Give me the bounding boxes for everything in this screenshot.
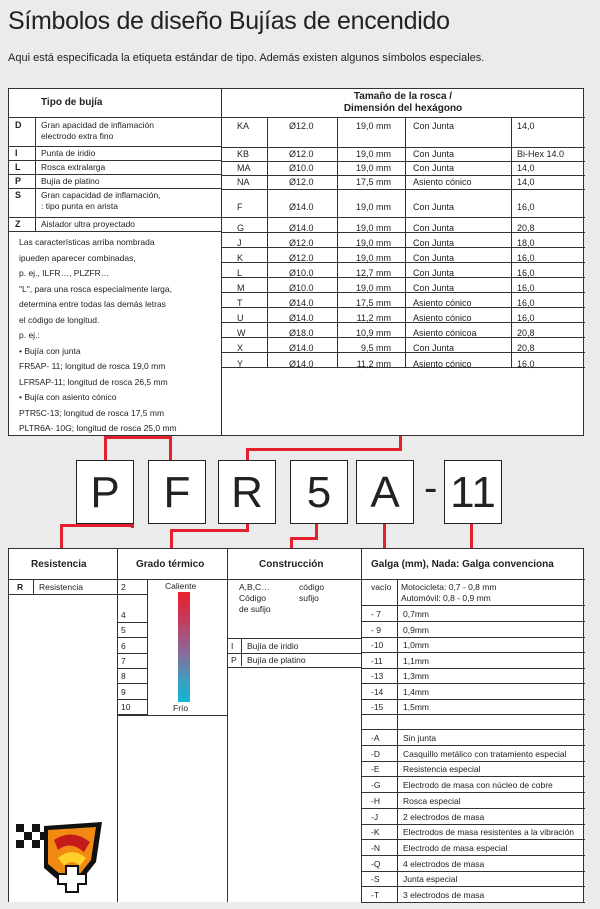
- thread-code: U: [237, 313, 244, 323]
- special-desc: Rosca especial: [403, 795, 461, 806]
- hex-size: 14,0: [517, 163, 535, 173]
- connector-line: [246, 524, 249, 532]
- gap-code: -14: [371, 686, 384, 697]
- special-desc: Junta especial: [403, 874, 458, 885]
- special-desc: 3 electrodos de masa: [403, 890, 485, 900]
- thread-header: [221, 91, 585, 115]
- code-letter-box: A: [356, 460, 414, 524]
- row-divider: [117, 715, 227, 716]
- page-subtitle: Aqui está especificada la etiqueta estándar de tipo. Además existen algunos símbolos especiales.: [8, 52, 485, 64]
- thread-length: 19,0 mm: [355, 223, 391, 233]
- connector-line: [60, 524, 134, 527]
- row-divider: [221, 292, 585, 293]
- type-code: P: [15, 176, 22, 186]
- note-line: "L", para una rosca especialmente larga,: [19, 283, 172, 294]
- gap-auto: Automóvil: 0,8 - 0,9 mm: [401, 593, 491, 603]
- hex-size: 16,0: [517, 268, 535, 278]
- row-divider: [117, 594, 147, 595]
- thread-diameter: Ø14.0: [289, 298, 314, 308]
- special-desc: Electrodo de masa especial: [403, 842, 508, 853]
- thread-code: W: [237, 328, 246, 338]
- row-divider: [9, 174, 221, 175]
- note-line: ipueden aparecer combinadas,: [19, 252, 136, 263]
- special-code: -S: [371, 874, 380, 885]
- hex-size: 20,8: [517, 223, 535, 233]
- connector-line: [470, 524, 473, 548]
- special-desc: Electrodos de masa resistentes a la vibración: [403, 827, 575, 838]
- gap-code: -15: [371, 702, 384, 712]
- row-divider: [227, 667, 361, 668]
- column-divider: [397, 579, 398, 903]
- column-divider: [147, 579, 148, 715]
- heat-value: 7: [121, 656, 126, 666]
- type-code: L: [15, 162, 21, 172]
- seat-type: Asiento cónico: [413, 177, 472, 187]
- seat-type: Con Junta: [413, 223, 455, 233]
- construction-code-label: código: [299, 582, 325, 592]
- thread-length: 10,9 mm: [355, 328, 391, 338]
- gap-code: -10: [371, 640, 384, 650]
- construction-desc: Bujía de iridio: [247, 641, 299, 651]
- gap-code: -11: [371, 655, 383, 666]
- row-divider: [221, 337, 585, 338]
- connector-line: [170, 529, 248, 532]
- row-divider: [227, 653, 361, 654]
- construction-header: Construcción: [259, 559, 324, 570]
- row-divider: [361, 605, 585, 606]
- type-desc: electrodo extra fino: [41, 131, 114, 141]
- row-divider: [221, 367, 585, 368]
- special-desc: 2 electrodos de masa: [403, 811, 485, 822]
- row-divider: [361, 886, 585, 887]
- seat-type: Con Junta: [413, 149, 455, 159]
- thread-diameter: Ø14.0: [289, 202, 314, 212]
- row-divider: [117, 699, 147, 700]
- seat-type: Con Junta: [413, 238, 455, 248]
- connector-line: [246, 448, 402, 451]
- thread-header-line1: Tamaño de la rosca /: [353, 91, 453, 102]
- thread-length: 19,0 mm: [355, 238, 391, 248]
- connector-line: [104, 436, 107, 460]
- connector-line: [169, 436, 172, 460]
- column-divider: [35, 117, 36, 231]
- row-divider: [9, 117, 585, 118]
- row-divider: [361, 621, 585, 622]
- special-code: -E: [371, 764, 380, 775]
- thread-code: NA: [237, 177, 250, 187]
- note-line: • Bujía con junta: [19, 345, 81, 356]
- column-divider: [117, 549, 118, 902]
- seat-type: Con Junta: [413, 202, 455, 212]
- special-code: -D: [371, 748, 380, 759]
- row-divider: [221, 262, 585, 263]
- thread-diameter: Ø14.0: [289, 343, 314, 353]
- row-divider: [221, 277, 585, 278]
- thread-code: J: [237, 238, 242, 248]
- row-divider: [117, 653, 147, 654]
- connector-line: [60, 524, 63, 548]
- special-code: -N: [371, 842, 380, 853]
- thread-diameter: Ø10.0: [289, 163, 314, 173]
- row-divider: [9, 146, 221, 147]
- column-divider: [241, 638, 242, 666]
- connector-line: [383, 524, 386, 548]
- thread-length: 19,0 mm: [355, 163, 391, 173]
- row-divider: [361, 871, 585, 872]
- thread-code: L: [237, 268, 243, 278]
- gap-value: 1,3mm: [403, 671, 429, 681]
- row-divider: [221, 232, 585, 233]
- thread-diameter: Ø14.0: [289, 359, 314, 369]
- column-divider: [267, 117, 268, 367]
- gap-value: 0,7mm: [403, 609, 429, 619]
- type-code: I: [15, 148, 18, 158]
- column-divider: [361, 549, 362, 902]
- row-divider: [361, 652, 585, 653]
- thread-code: K: [237, 253, 244, 263]
- resistance-header: Resistencia: [31, 559, 87, 570]
- row-divider: [9, 594, 117, 595]
- column-divider: [227, 549, 228, 902]
- note-line: Las características arriba nombrada: [19, 237, 155, 247]
- type-desc: Gran apacidad de inflamación: [41, 120, 154, 130]
- column-divider: [33, 579, 34, 594]
- hex-size: 18,0: [517, 238, 535, 248]
- flag-shield-logo-icon: [14, 818, 104, 896]
- special-code: -H: [371, 795, 380, 806]
- resistance-code: R: [17, 582, 24, 592]
- row-divider: [361, 792, 585, 793]
- connector-line: [104, 436, 172, 439]
- row-divider: [361, 761, 585, 762]
- seat-type: Asiento cónico: [413, 359, 472, 369]
- type-header: Tipo de bujía: [41, 97, 103, 108]
- thread-length: 19,0 mm: [355, 253, 391, 263]
- type-desc: Bujía de platino: [41, 176, 100, 186]
- construction-suffix-label: sufijo: [299, 593, 319, 603]
- construction-desc: Bujía de platino: [247, 655, 306, 665]
- hex-size: 14,0: [517, 177, 535, 187]
- hex-size: 16,0: [517, 202, 535, 212]
- thread-length: 9,5 mm: [360, 343, 391, 353]
- hot-label: Caliente: [165, 581, 197, 591]
- special-desc: Electrodo de masa con núcleo de cobre: [403, 780, 553, 791]
- heat-value: 10: [121, 702, 131, 712]
- spark-plug-type-table: [8, 88, 584, 436]
- thread-code: X: [237, 343, 244, 353]
- special-code: -K: [371, 827, 380, 838]
- hex-size: 16,0: [517, 359, 535, 369]
- type-desc: : tipo punta en arista: [41, 201, 119, 211]
- construction-abc: A,B,C…: [239, 582, 270, 592]
- thread-code: G: [237, 223, 245, 233]
- thread-diameter: Ø14.0: [289, 223, 314, 233]
- row-divider: [117, 637, 147, 638]
- hex-size: Bi-Hex 14.0: [517, 149, 565, 159]
- thread-code: MA: [237, 163, 251, 173]
- row-divider: [361, 776, 585, 777]
- heat-range-header: Grado térmico: [136, 559, 205, 570]
- row-divider: [117, 668, 147, 669]
- special-code: -A: [371, 733, 380, 743]
- construction-suffix-label: de sufijo: [239, 604, 271, 614]
- row-divider: [361, 668, 585, 669]
- row-divider: [361, 902, 585, 903]
- special-desc: Sin junta: [403, 733, 437, 743]
- page-title: Símbolos de diseño Bujías de encendido: [8, 7, 450, 35]
- special-desc: 4 electrodos de masa: [403, 858, 485, 869]
- seat-type: Con Junta: [413, 253, 455, 263]
- construction-code-label: Código: [239, 593, 266, 603]
- special-desc: Resistencia especial: [403, 764, 481, 775]
- thread-diameter: Ø12.0: [289, 149, 314, 159]
- construction-code: I: [231, 641, 234, 651]
- connector-line: [131, 524, 134, 528]
- note-line: PTR5C-13; longitud de rosca 17,5 mm: [19, 407, 165, 418]
- column-divider: [405, 117, 406, 367]
- hex-size: 20,8: [517, 328, 535, 338]
- thread-diameter: Ø12.0: [289, 253, 314, 263]
- hex-size: 16,0: [517, 313, 535, 323]
- heat-value: 8: [121, 671, 126, 681]
- type-desc: Rosca extralarga: [41, 162, 106, 172]
- thread-length: 17,5 mm: [355, 177, 391, 187]
- row-divider: [361, 729, 585, 730]
- thread-length: 17,5 mm: [355, 298, 391, 308]
- thread-code: M: [237, 283, 245, 293]
- heat-gradient-bar: [178, 592, 190, 702]
- thread-code: F: [237, 202, 243, 212]
- row-divider: [361, 839, 585, 840]
- thread-code: KA: [237, 121, 250, 131]
- heat-value: 9: [121, 687, 126, 697]
- row-divider: [221, 217, 585, 218]
- note-line: el código de longitud.: [19, 314, 100, 325]
- row-divider: [221, 161, 585, 162]
- hex-size: 20,8: [517, 343, 535, 353]
- row-divider: [221, 352, 585, 353]
- row-divider: [361, 637, 585, 638]
- special-code: -Q: [371, 858, 381, 869]
- construction-code: P: [231, 655, 237, 665]
- row-divider: [361, 714, 585, 715]
- row-divider: [221, 175, 585, 176]
- thread-length: 11,2 mm: [356, 313, 391, 323]
- gap-code: -13: [371, 671, 384, 681]
- type-code: D: [15, 120, 22, 130]
- thread-length: 19,0 mm: [355, 149, 391, 159]
- note-line: LFR5AP-11; longitud de rosca 26,5 mm: [19, 376, 168, 387]
- thread-length: 12,7 mm: [355, 268, 391, 278]
- thread-diameter: Ø10.0: [289, 268, 314, 278]
- row-divider: [9, 160, 221, 161]
- hex-size: 16,0: [517, 298, 535, 308]
- heat-value: 5: [121, 625, 126, 635]
- column-divider: [511, 117, 512, 367]
- thread-diameter: Ø18.0: [289, 328, 314, 338]
- type-code: Z: [15, 219, 21, 229]
- row-divider: [221, 247, 585, 248]
- thread-length: 11,2 mm: [356, 359, 391, 369]
- connector-line: [290, 537, 318, 540]
- gap-value: 1,5mm: [403, 702, 429, 712]
- code-dash: -: [424, 466, 438, 510]
- row-divider: [361, 699, 585, 700]
- type-desc: Punta de iridio: [41, 148, 96, 158]
- thread-code: KB: [237, 149, 250, 159]
- seat-type: Asiento cónicoa: [413, 328, 477, 338]
- gap-header: Galga (mm), Nada: Galga convenciona: [371, 559, 554, 570]
- thread-length: 19,0 mm: [355, 202, 391, 212]
- gap-code: vacío: [371, 582, 392, 592]
- gap-value: 1,0mm: [403, 640, 429, 650]
- heat-value: 4: [121, 610, 126, 620]
- note-line: determina entre todas las demás letras: [19, 299, 166, 309]
- row-divider: [221, 147, 585, 148]
- gap-code: - 7: [371, 609, 381, 619]
- row-divider: [9, 188, 221, 189]
- special-desc: Casquillo metálico con tratamiento especial: [403, 748, 567, 759]
- seat-type: Con Junta: [413, 268, 455, 278]
- code-letter-box: 5: [290, 460, 348, 524]
- row-divider: [9, 231, 221, 232]
- row-divider: [227, 638, 361, 639]
- row-divider: [361, 745, 585, 746]
- seat-type: Con Junta: [413, 163, 455, 173]
- thread-header-line2: Dimensión del hexágono: [343, 103, 463, 114]
- thread-code: T: [237, 298, 243, 308]
- thread-length: 19,0 mm: [355, 283, 391, 293]
- code-letter-box: P: [76, 460, 134, 524]
- row-divider: [117, 622, 147, 623]
- type-desc: Aislador ultra proyectado: [41, 219, 136, 229]
- row-divider: [361, 683, 585, 684]
- code-letter-box: F: [148, 460, 206, 524]
- note-line: FR5AP- 11; longitud de rosca 19,0 mm: [19, 361, 166, 371]
- row-divider: [117, 683, 147, 684]
- column-divider: [337, 117, 338, 367]
- seat-type: Con Junta: [413, 283, 455, 293]
- row-divider: [221, 189, 585, 190]
- thread-diameter: Ø12.0: [289, 177, 314, 187]
- gap-moto: Motocicleta: 0,7 - 0,8 mm: [401, 582, 497, 592]
- note-line: p. ej., ILFR…, PLZFR…: [19, 268, 110, 278]
- hex-size: 14,0: [517, 121, 535, 131]
- resistance-desc: Resistencia: [39, 582, 83, 592]
- thread-diameter: Ø10.0: [289, 283, 314, 293]
- gap-code: - 9: [371, 624, 381, 635]
- thread-diameter: Ø12.0: [289, 238, 314, 248]
- gap-value: 0,9mm: [403, 624, 429, 635]
- hex-size: 16,0: [517, 253, 535, 263]
- special-code: -J: [371, 811, 379, 822]
- thread-diameter: Ø12.0: [289, 121, 314, 131]
- connector-line: [315, 524, 318, 540]
- row-divider: [361, 855, 585, 856]
- heat-value: 2: [121, 582, 126, 592]
- gap-value: 1,1mm: [403, 655, 429, 666]
- code-letter-box: R: [218, 460, 276, 524]
- connector-line: [246, 448, 249, 460]
- seat-type: Asiento cónico: [413, 313, 472, 323]
- thread-diameter: Ø14.0: [289, 313, 314, 323]
- row-divider: [9, 217, 221, 218]
- row-divider: [221, 307, 585, 308]
- heat-value: 6: [121, 641, 126, 651]
- row-divider: [221, 322, 585, 323]
- gap-value: 1,4mm: [403, 686, 429, 697]
- row-divider: [361, 808, 585, 809]
- thread-code: Y: [237, 359, 244, 369]
- row-divider: [361, 824, 585, 825]
- hex-size: 16,0: [517, 283, 535, 293]
- type-code: S: [15, 190, 22, 200]
- seat-type: Con Junta: [413, 121, 455, 131]
- seat-type: Asiento cónico: [413, 298, 472, 308]
- seat-type: Con Junta: [413, 343, 455, 353]
- special-code: -G: [371, 780, 381, 791]
- thread-length: 19,0 mm: [355, 121, 391, 131]
- note-line: • Bujía con asiento cónico: [19, 392, 117, 402]
- type-desc: Gran capacidad de inflamación,: [41, 190, 161, 200]
- note-line: PLTR6A- 10G; longitud de rosca 25,0 mm: [19, 423, 177, 433]
- cold-label: Frío: [173, 703, 189, 713]
- special-code: -T: [371, 890, 380, 900]
- note-line: p. ej.:: [19, 330, 40, 340]
- code-letter-box: 11: [444, 460, 502, 524]
- row-divider: [9, 579, 585, 580]
